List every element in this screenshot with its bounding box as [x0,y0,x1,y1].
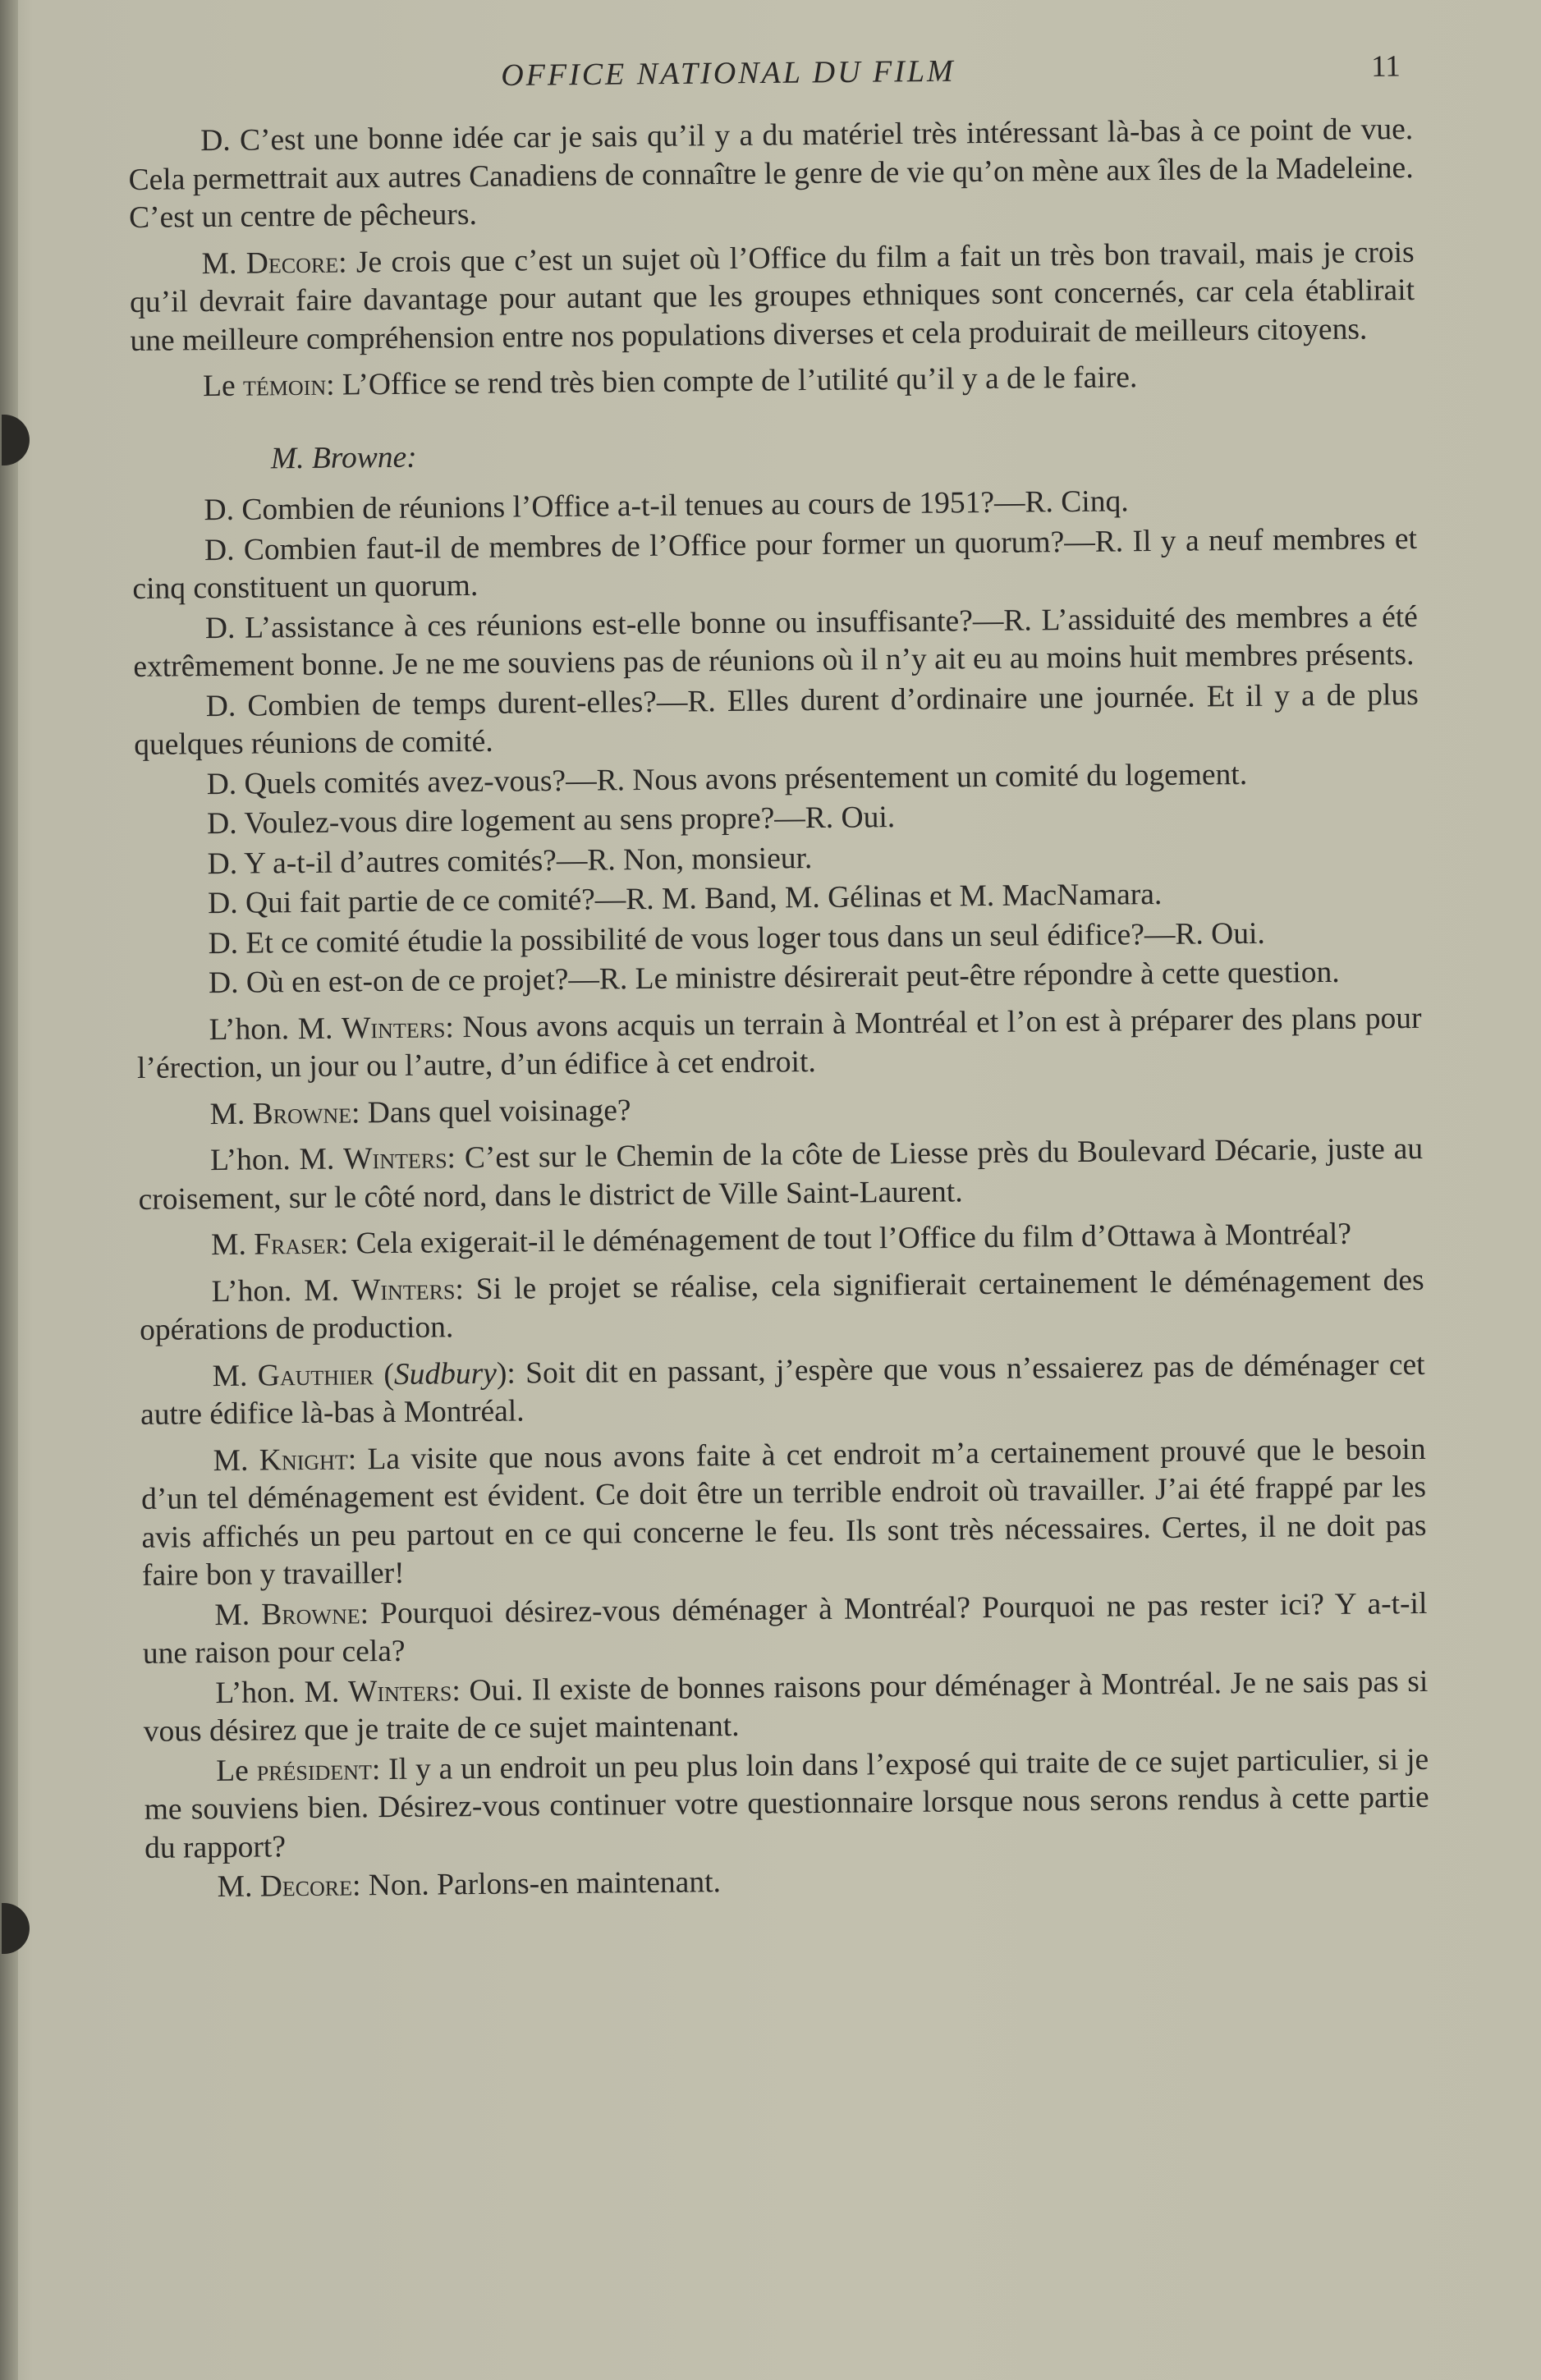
speaker-name: président [256,1752,373,1788]
speaker-name: témoin [242,368,327,403]
speaker-name: Knight [259,1442,348,1478]
paragraph-text: ( [373,1357,395,1392]
punch-hole [2,1903,30,1954]
paragraph-text: L’hon. M. [215,1675,349,1710]
speaker-name: Winters [351,1272,456,1307]
section-heading: M. Browne: [270,440,417,475]
paragraph-text: : Non. Parlons-en maintenant. [351,1865,722,1903]
paragraph [128,111,1414,238]
paragraph-text: Le [202,369,244,404]
paragraph [139,1261,1424,1350]
paragraph-text: M. [213,1443,259,1478]
paragraph [138,1130,1424,1219]
paragraph [134,676,1419,764]
paragraph-text: D. Voulez-vous dire logement au sens propre?—R. Oui. [207,800,896,841]
speaker-name: Fraser [254,1227,341,1262]
speaker-name: Gauthier [257,1357,374,1393]
paragraph-text: : Cela exigerait-il le déménagement de tout l’Office du film d’Ottawa à Montréal? [339,1217,1352,1261]
paragraph [142,1584,1428,1673]
paragraph-text: L’hon. M. [209,1142,344,1178]
paragraph-text: L’hon. M. [209,1011,342,1047]
paragraph-text: M. [214,1598,262,1632]
binding-edge [0,0,18,2380]
body-text [128,111,1430,1909]
paragraph-text: D. Qui fait partie de ce comité?—R. M. Band, M. Gélinas et M. MacNamara. [207,877,1163,921]
paragraph [132,520,1418,608]
paragraph-text: : Il y a un endroit un peu plus loin dans l’exposé qui traite de ce sujet particulier, si je me souviens bien. Désirez-vous continuer votre questionnaire lorsque nous serons rendus à cette partie du rapport? [144,1742,1429,1865]
page-number: 11 [1370,49,1401,84]
paragraph-text: : Nous avons acquis un terrain à Montréal et l’on est à préparer des plans pour l’érection, un jour ou l’autre, d’un édifice à cet endroit. [136,1001,1422,1085]
paragraph-text: D. Y a-t-il d’autres comités?—R. Non, monsieur. [207,841,813,881]
paragraph [143,1662,1429,1751]
paragraph-text: : Je crois que c’est un sujet où l’Office du film a fait un très bon travail, mais je crois qu’il devrait faire davantage pour autant que les groupes ethniques sont concernés, car cela établirait une meilleure compréhension entre nos populations diverses et cela produirait de meilleurs citoyens. [129,235,1415,358]
page-header [501,48,1437,99]
paragraph [144,1740,1429,1868]
paragraph-text: D. Où en est-on de ce projet?—R. Le ministre désirerait peut-être répondre à cette question. [208,955,1340,1001]
paragraph [133,598,1419,686]
paragraph-text: M. [217,1869,260,1905]
paragraph-text: : L’Office se rend très bien compte de l’utilité qu’il y a de le faire. [325,360,1138,402]
speaker-name: Winters [342,1141,447,1176]
paragraph-text: D. Combien de réunions l’Office a-t-il tenues au cours de 1951?—R. Cinq. [204,484,1129,528]
speaker-name: Decore [245,245,339,281]
paragraph [139,1215,1424,1266]
paragraph [137,1084,1422,1135]
speaker-name: Winters [341,1010,446,1046]
paragraph-text: D. Quels comités avez-vous?—R. Nous avons présentement un comité du logement. [206,757,1248,801]
paragraph-text: : La visite que nous avons faite à cet endroit m’a certainement prouvé que le besoin d’un tel déménagement est évident. Ce doit être un terrible endroit où travailler. J’ai été frappé par les avis affichés un peu partout en ce qui concerne le feu. Ils sont très nécessaires. Certes, il ne doit pas faire bon y travailler! [140,1432,1427,1593]
speaker-name: Winters [347,1673,452,1709]
paragraph-text: : Oui. Il existe de bonnes raisons pour déménager à Montréal. Je ne sais pas si vous désirez que je traite de ce sujet maintenant. [143,1664,1429,1749]
paragraph-text: M. [209,1097,253,1131]
paragraph [136,999,1422,1088]
paragraph-text: : Pourquoi désirez-vous déménager à Montréal? Pourquoi ne pas rester ici? Y a-t-il une raison pour cela? [142,1586,1428,1671]
paragraph-text: D. C’est une bonne idée car je sais qu’il y a du matériel très intéressant là-bas à ce point de vue. Cela permettrait aux autres Canadiens de connaître le genre de vie qu’on mène aux îles de la Madeleine. C’est un centre de pêcheurs. [128,112,1414,235]
italic-text: Sudbury [393,1356,498,1392]
paragraph-text: M. [212,1359,258,1393]
speaker-name: Decore [259,1869,353,1904]
paragraph-text: D. Combien de temps durent-elles?—R. Elles durent d’ordinaire une journée. Et il y a de plus quelques réunions de comité. [134,677,1419,762]
speaker-name: Browne [252,1095,352,1131]
paragraph-text: M. [210,1227,255,1263]
paragraph-text: D. L’assistance à ces réunions est-elle bonne ou insuffisante?—R. L’assiduité des membres a été extrêmement bonne. Je ne me souviens pas de réunions où il n’y ait eu au moins huit membres présents. [133,599,1419,684]
paragraph-text: L’hon. M. [211,1273,352,1309]
speaker-name: Browne [261,1596,360,1632]
paragraph-text: ): Soit dit en passant, j’espère que vous n’essaierez pas de déménager cet autre édifice là-bas à Montréal. [140,1347,1425,1432]
paragraph [140,1346,1425,1434]
punch-hole [2,415,30,465]
paragraph-text: Le [216,1754,257,1788]
paragraph-text: D. Combien faut-il de membres de l’Office pour former un quorum?—R. Il y a neuf membres et cinq constituent un quorum. [132,521,1418,606]
paragraph-text: M. [201,246,246,281]
paragraph-text: : Si le projet se réalise, cela signifierait certainement le déménagement des opérations de production. [139,1263,1424,1347]
running-head: OFFICE NATIONAL DU FILM [501,53,956,93]
paragraph [129,233,1415,360]
paragraph-text: : C’est sur le Chemin de la côte de Liesse près du Boulevard Décarie, juste au croisement, sur le côté nord, dans le district de Ville Saint-Laurent. [138,1131,1424,1217]
paragraph-text: : Dans quel voisinage? [351,1093,631,1130]
paragraph [140,1430,1427,1595]
paragraph [131,356,1415,407]
paragraph-text: D. Et ce comité étudie la possibilité de vous loger tous dans un seul édifice?—R. Oui. [208,916,1265,961]
